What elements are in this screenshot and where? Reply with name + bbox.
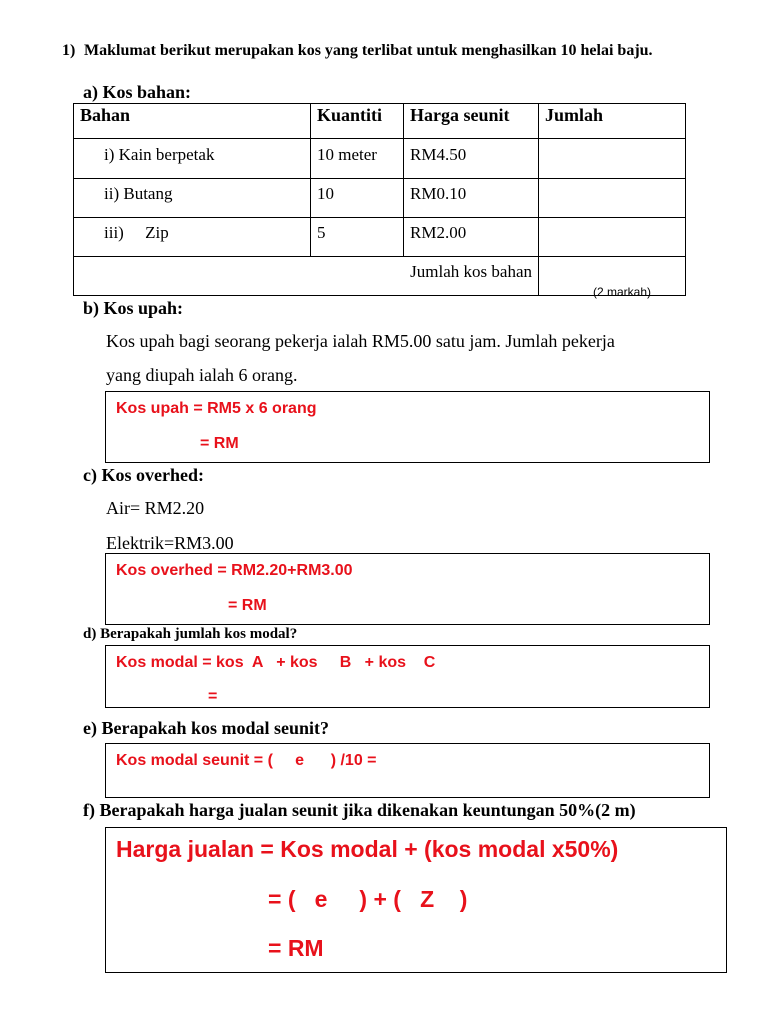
table-header-row [74,104,686,139]
cell-item: ii) Butang [74,179,311,218]
part-e-label: e) Berapakah kos modal seunit? [83,718,330,738]
table-row [74,179,686,218]
cell-qty: 10 meter [311,139,404,179]
table-row [74,218,686,257]
part-e-answer-box[interactable] [105,743,710,798]
cell-total[interactable] [539,179,686,218]
cell-price: RM0.10 [404,179,539,218]
part-b-answer-line2: = RM [200,435,239,452]
part-c-answer-box[interactable] [105,553,710,625]
part-d-answer-box[interactable] [105,645,710,708]
part-c-label: c) Kos overhed: [83,465,204,485]
header-kuantiti: Kuantiti [311,104,404,139]
cell-price: RM4.50 [404,139,539,179]
part-d-answer-line1: Kos modal = kos A + kos B + kos C [116,654,436,671]
part-e-answer-line1: Kos modal seunit = ( e ) /10 = [116,752,377,769]
table-row [74,139,686,179]
part-c-answer-line1: Kos overhed = RM2.20+RM3.00 [116,562,353,579]
part-b-text-line1: Kos upah bagi seorang pekerja ialah RM5.00 satu jam. Jumlah pekerja [106,331,615,351]
part-c-answer-line2: = RM [228,597,267,614]
part-b-label: b) Kos upah: [83,298,184,318]
part-b-answer-box[interactable] [105,391,710,463]
cell-price: RM2.00 [404,218,539,257]
cell-item: i) Kain berpetak [74,139,311,179]
material-cost-table [73,103,686,296]
header-harga-seunit: Harga seunit [404,104,539,139]
cell-total[interactable] [539,218,686,257]
cell-qty: 5 [311,218,404,257]
total-label: Jumlah kos bahan [74,257,539,296]
marks-note: (2 markah) [593,285,652,299]
part-c-text-line2: Elektrik=RM3.00 [106,533,234,553]
header-jumlah: Jumlah [539,104,686,139]
part-f-answer-line3: = RM [268,935,324,961]
part-a-label: a) Kos bahan: [83,82,192,102]
part-c-text-line1: Air= RM2.20 [106,498,205,518]
part-f-label: f) Berapakah harga jualan seunit jika dikenakan keuntungan 50%(2 m) [83,800,636,820]
cell-qty: 10 [311,179,404,218]
header-bahan: Bahan [74,104,311,139]
part-d-answer-line2: = [208,688,218,705]
part-b-answer-line1: Kos upah = RM5 x 6 orang [116,400,317,417]
part-d-label: d) Berapakah jumlah kos modal? [83,626,298,642]
question-text: Maklumat berikut merupakan kos yang terlibat untuk menghasilkan 10 helai baju. [84,42,653,59]
part-f-answer-box[interactable] [105,827,727,973]
part-f-answer-line2: = ( e ) + ( Z ) [268,886,468,912]
part-b-text-line2: yang diupah ialah 6 orang. [106,365,298,385]
cell-item: iii) Zip [74,218,311,257]
question-number: 1) [62,42,76,59]
cell-total[interactable] [539,139,686,179]
part-f-answer-line1: Harga jualan = Kos modal + (kos modal x50%) [116,836,619,862]
